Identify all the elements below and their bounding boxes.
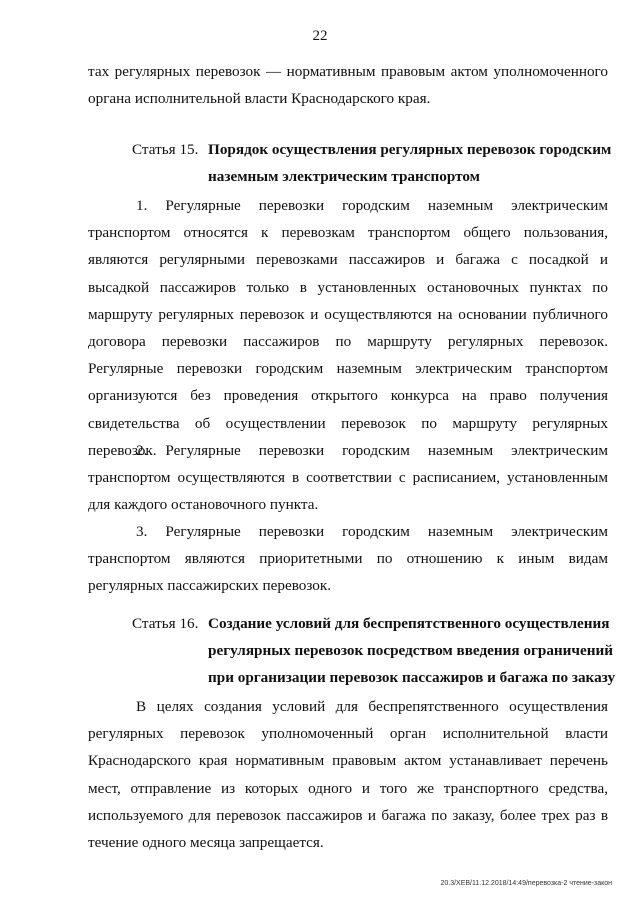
article-16-title bbox=[208, 610, 618, 692]
article-16-heading bbox=[88, 610, 618, 692]
intro-line-1: тах регулярных перевозок — нормативным правовым актом уполномоченного bbox=[88, 63, 608, 80]
article-15-heading bbox=[88, 136, 618, 191]
article-16-title-line-3: при организации перевозок пассажиров и багажа по заказу bbox=[208, 669, 616, 687]
article-15-paragraph-3: 3. Регулярные перевозки городским наземным электрическим транспортом являются приоритетными по отношению к иным видам регулярных пассажирских перевозок. bbox=[88, 523, 608, 595]
article-15-title-line-2: наземным электрическим транспортом bbox=[208, 168, 480, 186]
intro-line-2: органа исполнительной власти Краснодарского края. bbox=[88, 90, 431, 107]
article-15-title-line-1: Порядок осуществления регулярных перевозок городским bbox=[208, 141, 612, 158]
article-15-title bbox=[208, 136, 618, 190]
article-15-paragraph-1: 1. Регулярные перевозки городским наземным электрическим транспортом относятся к перевозкам транспортом общего пользования, являются регулярными перевозками пассажиров и багажа с посадкой и высадкой пассажиров только в установленных остановочных пунктах по маршруту регулярных перевозок и осуществляются на основании публичного договора перевозки пассажиров по маршруту регулярных перевозок. Регулярные перевозки городским наземным электрическим транспортом организуются без проведения открытого конкурса на право получения свидетельства об осуществлении перевозок по маршруту регулярных перевозок. bbox=[88, 197, 608, 459]
document-footer-code: 20.3/ХЕВ/11.12.2018/14:49/перевозка-2 чтение-закон bbox=[440, 880, 612, 887]
article-16-paragraph-1: В целях создания условий для беспрепятственного осуществления регулярных перевозок уполномоченный орган исполнительной власти Краснодарского края нормативным правовым актом устанавливает перечень мест, отправление из которых одного и того же транспортного средства, используемого для перевозок пассажиров и багажа по заказу, более трех раз в течение одного месяца запрещается. bbox=[88, 698, 608, 852]
article-16-label: Статья 16. bbox=[132, 615, 199, 632]
article-15-paragraph-2: 2. Регулярные перевозки городским наземным электрическим транспортом осуществляются в соответствии с расписанием, установленным для каждого остановочного пункта. bbox=[88, 442, 608, 514]
article-15-label: Статья 15. bbox=[132, 141, 199, 158]
article-16-title-line-2: регулярных перевозок посредством введения ограничений bbox=[208, 642, 613, 660]
article-16-title-line-1: Создание условий для беспрепятственного осуществления bbox=[208, 615, 610, 632]
page-number: 22 bbox=[312, 28, 328, 44]
